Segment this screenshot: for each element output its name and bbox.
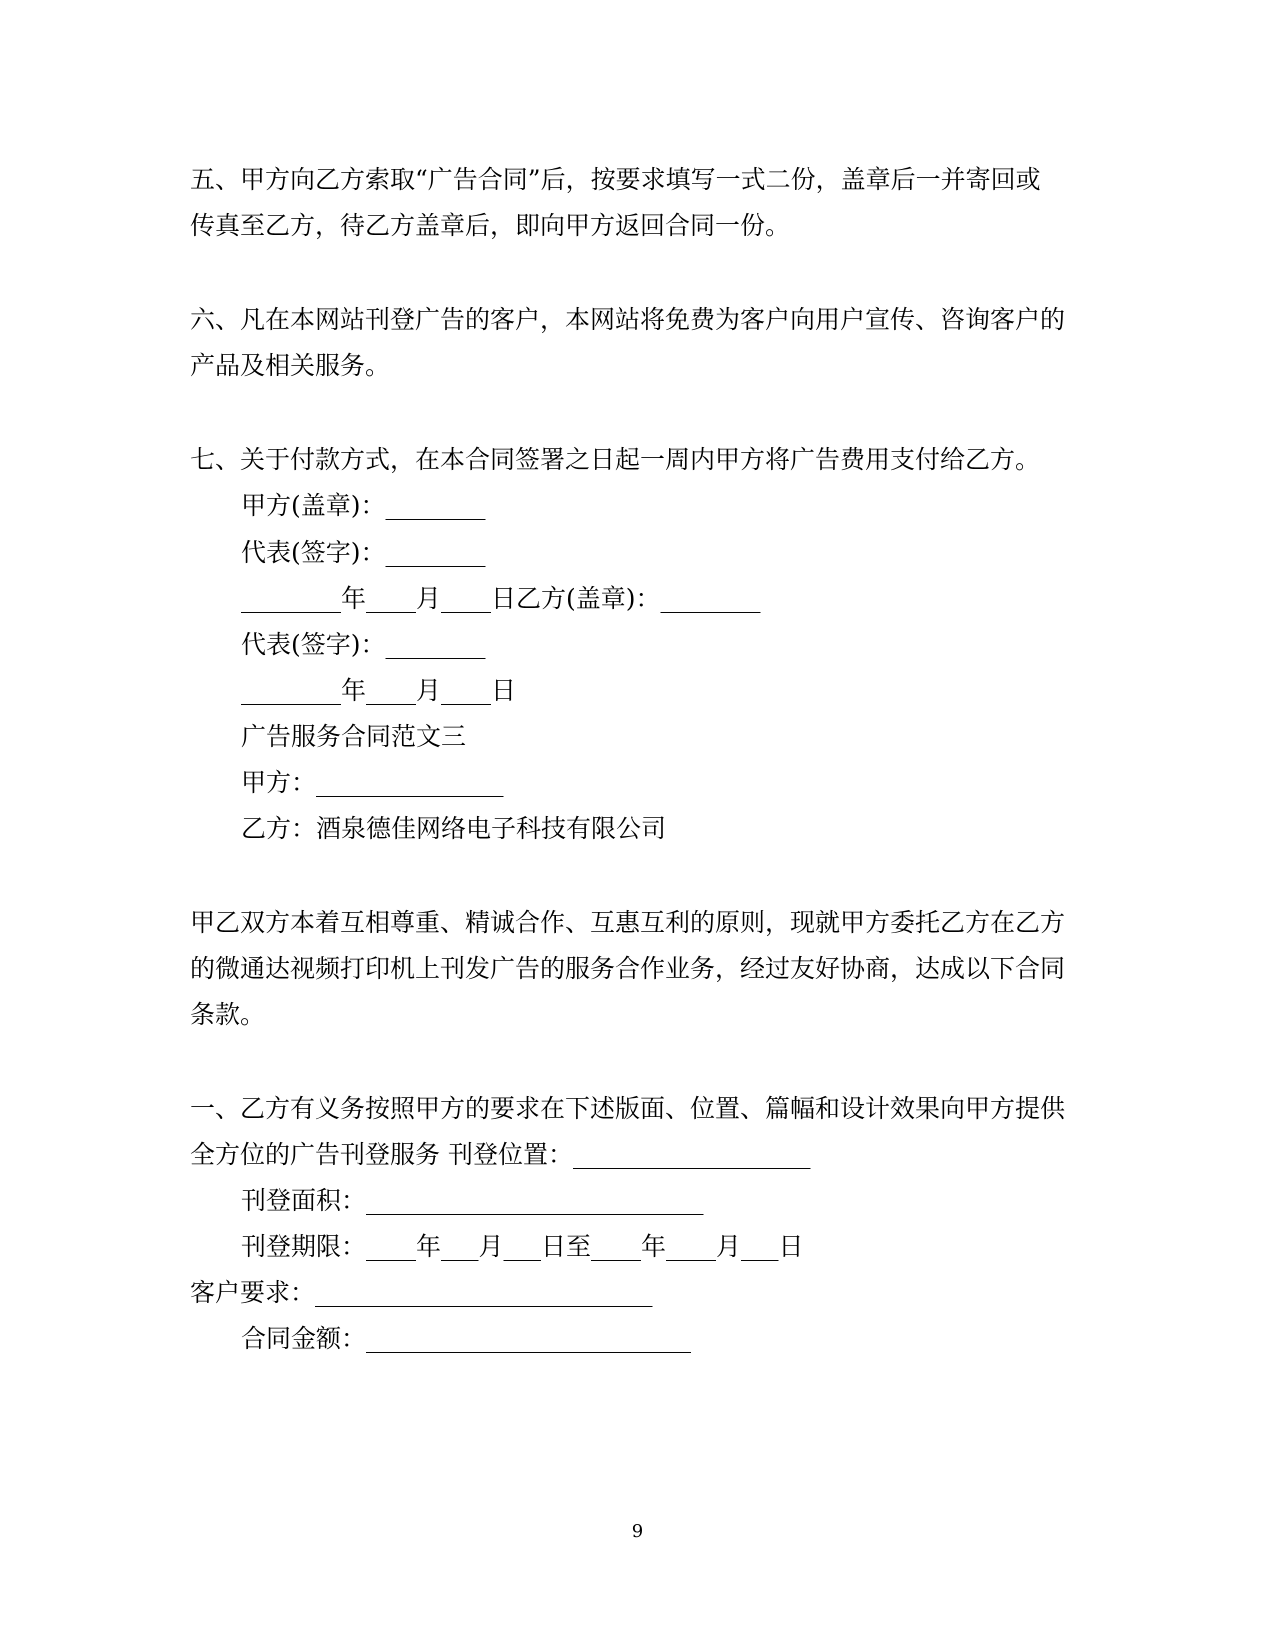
signature-line: 代表(签字)：________: [241, 538, 486, 567]
form-field-line: 客户要求：___________________________: [190, 1278, 653, 1307]
text-line: 产品及相关服务。: [190, 351, 391, 380]
form-field-line: 刊登期限：____年___月___日至____年____月___日: [241, 1232, 804, 1261]
text-line: 甲乙双方本着互相尊重、精诚合作、互惠互利的原则，现就甲方委托乙方在乙方: [190, 908, 1066, 937]
text-line: 六、凡在本网站刊登广告的客户，本网站将免费为客户向用户宣传、咨询客户的: [190, 305, 1066, 334]
text-line: 七、关于付款方式，在本合同签署之日起一周内甲方将广告费用支付给乙方。: [190, 445, 1041, 474]
signature-line: ________年____月____日: [241, 676, 517, 705]
text-line: 传真至乙方，待乙方盖章后，即向甲方返回合同一份。: [190, 211, 791, 240]
text-line: 条款。: [190, 1000, 266, 1029]
text-line: 的微通达视频打印机上刊发广告的服务合作业务，经过友好协商，达成以下合同: [190, 954, 1066, 983]
signature-line: 甲方(盖章)：________: [241, 491, 486, 520]
page-number: 9: [631, 1521, 644, 1542]
form-field-line: 合同金额：__________________________: [241, 1324, 692, 1353]
text-line: 一、乙方有义务按照甲方的要求在下述版面、位置、篇幅和设计效果向甲方提供: [190, 1094, 1066, 1123]
signature-line: ________年____月____日乙方(盖章)：________: [241, 584, 761, 613]
party-line: 乙方：酒泉德佳网络电子科技有限公司: [241, 814, 667, 843]
section-title: 广告服务合同范文三: [241, 722, 467, 751]
signature-line: 代表(签字)：________: [241, 630, 486, 659]
party-line: 甲方：_______________: [241, 768, 504, 797]
text-line: 全方位的广告刊登服务 刊登位置：___________________: [190, 1140, 811, 1169]
form-field-line: 刊登面积：___________________________: [241, 1186, 704, 1215]
text-line: 五、甲方向乙方索取“广告合同”后，按要求填写一式二份，盖章后一并寄回或: [190, 165, 1041, 194]
